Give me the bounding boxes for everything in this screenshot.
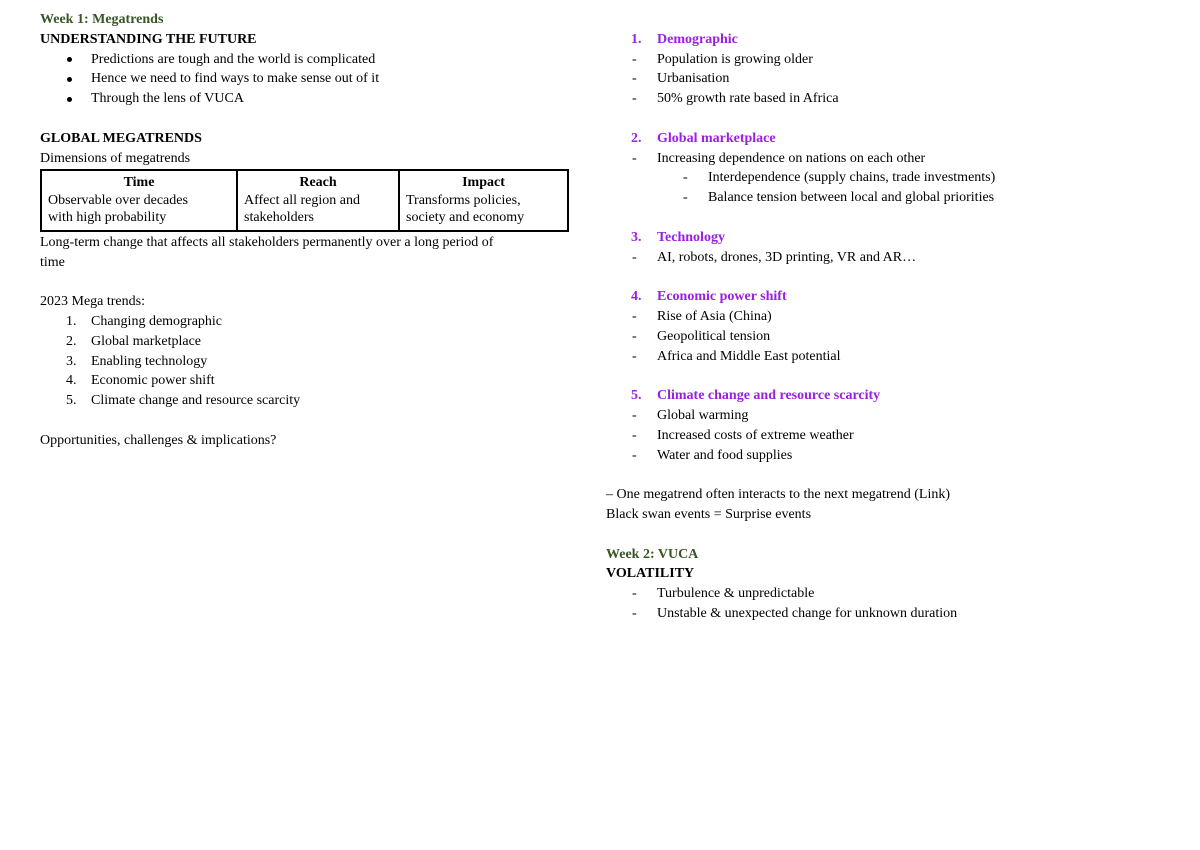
list-text: AI, robots, drones, 3D printing, VR and AR… xyxy=(657,249,917,265)
right-column xyxy=(606,10,1166,624)
list-text: Balance tension between local and global priorities xyxy=(708,190,995,206)
list-item xyxy=(606,307,1166,327)
spacer xyxy=(606,267,1166,287)
spacer xyxy=(40,411,580,431)
list-text: Changing demographic xyxy=(91,314,223,330)
list-text: Rise of Asia (China) xyxy=(657,308,772,324)
list-item xyxy=(40,371,580,391)
table-cell-text: stakeholders xyxy=(244,210,314,226)
list-number: 2. xyxy=(66,333,77,349)
list-item xyxy=(606,426,1166,446)
list-text: Increased costs of extreme weather xyxy=(657,427,854,443)
table-cell-text: Affect all region and xyxy=(244,192,360,208)
week2-title: Week 2: VUCA xyxy=(606,546,699,562)
list-item xyxy=(606,327,1166,347)
list-text: 50% growth rate based in Africa xyxy=(657,91,839,107)
nested-list-item xyxy=(606,188,1166,208)
list-item xyxy=(606,347,1166,367)
list-item xyxy=(40,352,580,372)
trend-heading-global-marketplace xyxy=(606,129,1166,149)
list-number: 4. xyxy=(66,373,77,389)
week1-title: Week 1: Megatrends xyxy=(40,12,164,27)
spacer xyxy=(606,109,1166,129)
list-text: Water and food supplies xyxy=(657,447,793,463)
dash-marker: - xyxy=(632,51,637,67)
trend-title: Economic power shift xyxy=(657,289,787,305)
spacer xyxy=(606,10,1166,30)
spacer xyxy=(606,465,1166,485)
spacer xyxy=(606,525,1166,545)
list-item xyxy=(606,248,1166,268)
trend-number: 2. xyxy=(631,130,642,146)
list-text: Geopolitical tension xyxy=(657,328,771,344)
list-item xyxy=(606,149,1166,169)
dash-marker: - xyxy=(632,407,637,423)
table-cell-text: with high probability xyxy=(48,210,167,226)
dash-marker: - xyxy=(632,447,637,463)
bullet-item xyxy=(40,89,580,109)
list-item xyxy=(606,584,1166,604)
table-cell-impact xyxy=(399,170,568,231)
list-item xyxy=(606,69,1166,89)
left-column xyxy=(40,10,580,451)
trend-number: 4. xyxy=(631,289,642,305)
dash-marker: - xyxy=(632,308,637,324)
list-text: Climate change and resource scarcity xyxy=(91,393,301,409)
dash-marker: - xyxy=(632,91,637,107)
megatrend-definition-cont: time xyxy=(40,254,65,270)
list-text: Economic power shift xyxy=(91,373,215,389)
dash-marker: - xyxy=(632,605,637,621)
closing-question: Opportunities, challenges & implications? xyxy=(40,432,277,448)
bullet-item xyxy=(40,50,580,70)
dash-marker: - xyxy=(632,586,637,602)
spacer xyxy=(40,272,580,292)
table-cell-text: Observable over decades xyxy=(48,192,188,208)
bullet-dot-icon xyxy=(67,57,72,62)
table-header: Reach xyxy=(299,175,337,191)
list-item xyxy=(606,446,1166,466)
volatility-heading: VOLATILITY xyxy=(606,566,695,582)
table-row xyxy=(41,170,568,231)
table-cell-reach xyxy=(237,170,399,231)
table-header: Time xyxy=(123,175,155,191)
dash-marker: - xyxy=(632,348,637,364)
list-item xyxy=(606,89,1166,109)
link-note: – One megatrend often interacts to the next megatrend (Link) xyxy=(606,487,951,503)
bullet-text: Hence we need to find ways to make sense out of it xyxy=(91,71,380,87)
spacer xyxy=(606,366,1166,386)
trend-number: 3. xyxy=(631,229,642,245)
trend-title: Technology xyxy=(657,229,725,245)
trend-number: 5. xyxy=(631,388,642,404)
list-item xyxy=(40,312,580,332)
list-text: Population is growing older xyxy=(657,51,813,67)
dash-marker: - xyxy=(632,71,637,87)
black-swan-note: Black swan events = Surprise events xyxy=(606,506,812,522)
understanding-heading: UNDERSTANDING THE FUTURE xyxy=(40,31,257,47)
dimensions-subheading: Dimensions of megatrends xyxy=(40,150,191,166)
trend-title: Demographic xyxy=(657,31,738,47)
trend-heading-climate-change xyxy=(606,386,1166,406)
dash-marker: - xyxy=(632,427,637,443)
trend-title: Global marketplace xyxy=(657,130,776,146)
dash-marker: - xyxy=(683,170,688,186)
list-number: 3. xyxy=(66,353,77,369)
trend-heading-technology xyxy=(606,228,1166,248)
trends-2023-heading: 2023 Mega trends: xyxy=(40,294,145,310)
list-item xyxy=(40,332,580,352)
nested-list-item xyxy=(606,168,1166,188)
dash-marker: - xyxy=(632,249,637,265)
list-text: Increasing dependence on nations on each other xyxy=(657,150,926,166)
bullet-item xyxy=(40,69,580,89)
dash-marker: - xyxy=(683,190,688,206)
list-text: Global warming xyxy=(657,407,749,423)
bullet-text: Through the lens of VUCA xyxy=(91,91,244,107)
bullet-text: Predictions are tough and the world is complicated xyxy=(91,51,376,67)
bullet-dot-icon xyxy=(67,97,72,102)
table-header: Impact xyxy=(462,175,505,191)
list-item xyxy=(606,604,1166,624)
trend-heading-economic-power-shift xyxy=(606,287,1166,307)
bullet-dot-icon xyxy=(67,77,72,82)
global-megatrends-heading: GLOBAL MEGATRENDS xyxy=(40,130,202,146)
list-text: Africa and Middle East potential xyxy=(657,348,841,364)
table-cell-time xyxy=(41,170,237,231)
trend-heading-demographic xyxy=(606,30,1166,50)
list-item xyxy=(606,50,1166,70)
list-text: Turbulence & unpredictable xyxy=(657,586,815,602)
table-cell-text: Transforms policies, xyxy=(406,192,521,208)
list-text: Enabling technology xyxy=(91,353,208,369)
list-number: 5. xyxy=(66,393,77,409)
list-number: 1. xyxy=(66,314,77,330)
list-text: Unstable & unexpected change for unknown duration xyxy=(657,605,958,621)
spacer xyxy=(40,109,580,129)
list-text: Urbanisation xyxy=(657,71,730,87)
list-item xyxy=(40,391,580,411)
list-item xyxy=(606,406,1166,426)
megatrend-definition: Long-term change that affects all stakeholders permanently over a long period of xyxy=(40,234,494,250)
dimensions-table xyxy=(40,169,569,232)
dash-marker: - xyxy=(632,328,637,344)
table-cell-text: society and economy xyxy=(406,210,525,226)
trend-title: Climate change and resource scarcity xyxy=(657,388,881,404)
list-text: Interdependence (supply chains, trade investments) xyxy=(708,170,996,186)
spacer xyxy=(606,208,1166,228)
dash-marker: - xyxy=(632,150,637,166)
list-text: Global marketplace xyxy=(91,333,202,349)
trend-number: 1. xyxy=(631,31,642,47)
